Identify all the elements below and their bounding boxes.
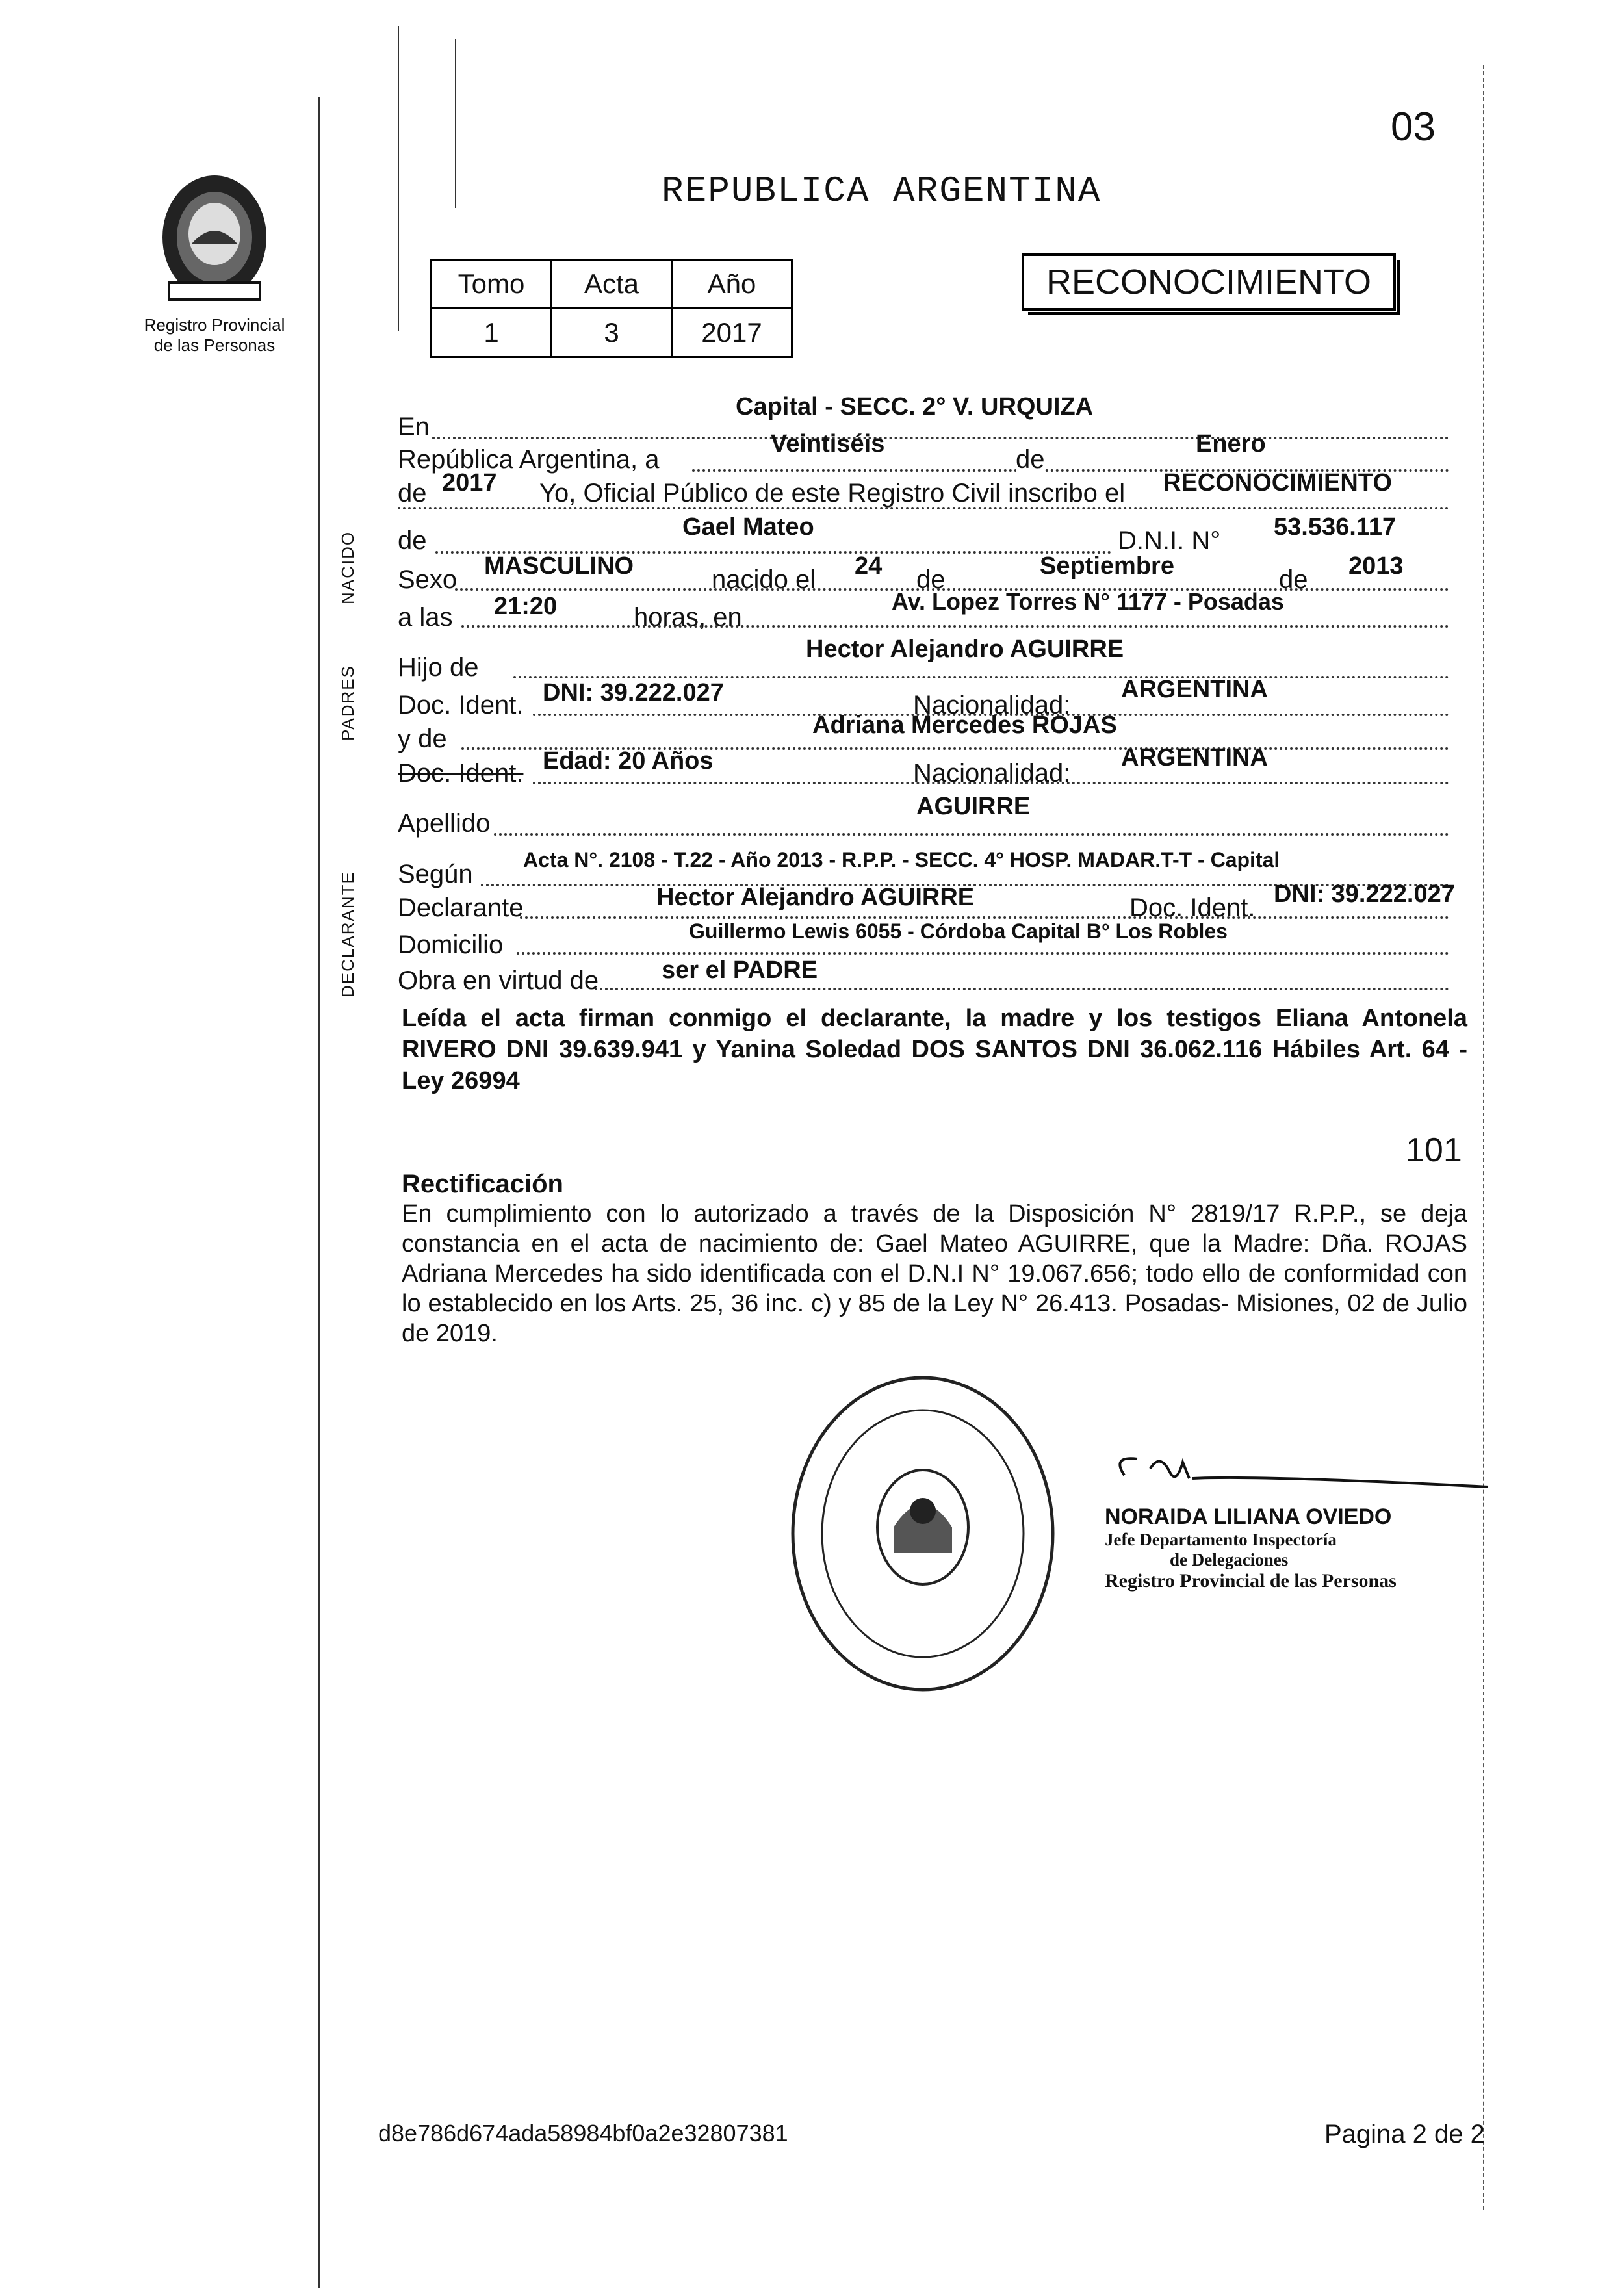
- anio-value: 2017: [672, 309, 792, 357]
- nacido-label: nacido el: [712, 565, 816, 594]
- de3-label: de: [398, 526, 427, 555]
- dotted-line: [494, 833, 1449, 836]
- tomo-header: Tomo: [432, 260, 552, 309]
- leida-paragraph: Leída el acta firman conmigo el declarante, la madre y los testigos Eliana Antonela RIVERO DNI 39.639.941 y Yanina Soledad DOS SANTOS DNI 36.062.116 Hábiles Art. 64 - Ley 26994: [402, 1005, 1467, 1094]
- dotted-line: [398, 507, 1449, 509]
- mes-value: Enero: [1196, 430, 1266, 458]
- alas-label: a las: [398, 603, 453, 632]
- left-margin-line: [318, 97, 320, 2288]
- province-emblem-icon: [143, 162, 286, 312]
- dotted-line: [432, 437, 1449, 439]
- footer-hash: d8e786d674ada58984bf0a2e32807381: [378, 2120, 788, 2146]
- act-type-box: RECONOCIMIENTO: [1022, 253, 1396, 311]
- anio-header: Año: [672, 260, 792, 309]
- top-scan-line-2: [455, 39, 456, 208]
- anio-nac-value: 2017: [442, 469, 497, 496]
- madre-nac: ARGENTINA: [1121, 744, 1268, 771]
- dni-value: 53.536.117: [1274, 513, 1397, 541]
- republica-label: República Argentina, a: [398, 445, 660, 474]
- domicilio-value: Guillermo Lewis 6055 - Córdoba Capital B° Los Robles: [689, 920, 1228, 943]
- logo-caption-2: de las Personas: [153, 335, 276, 355]
- dotted-line: [517, 952, 1449, 955]
- registry-table: [430, 259, 793, 358]
- padre-value: Hector Alejandro AGUIRRE: [806, 636, 1124, 663]
- de2-label: de: [398, 479, 427, 508]
- rectificacion-paragraph: En cumplimiento con lo autorizado a través de la Disposición N° 2819/17 R.P.P., se deja constancia en el acta de nacimiento de: Gael Mateo AGUIRRE, que la Madre: Dña. ROJAS Adriana Mercedes ha sido identificada con el D.N.I N° 19.067.656; todo ello de conformidad con lo establecido en los Arts. 25, 36 inc. c) y 85 de la Ley N° 26.413. Posadas- Misiones, 02 de Julio de 2019.: [402, 1200, 1467, 1347]
- signer-name: NORAIDA LILIANA OVIEDO: [1105, 1504, 1392, 1529]
- acta-header: Acta: [552, 260, 672, 309]
- nombre-value: Gael Mateo: [682, 513, 814, 541]
- domicilio-label: Domicilio: [398, 931, 504, 959]
- dni-label: D.N.I. N°: [1118, 526, 1221, 555]
- horas-label: horas, en: [634, 603, 742, 632]
- side-label-declarante: DECLARANTE: [338, 871, 357, 998]
- segun-value: Acta N°. 2108 - T.22 - Año 2013 - R.P.P. - SECC. 4° HOSP. MADAR.T-T - Capital: [523, 848, 1280, 871]
- en-label: En: [398, 413, 430, 441]
- de5-label: de: [1279, 565, 1308, 594]
- dotted-line: [533, 782, 1449, 784]
- signature-block: [1098, 1449, 1501, 1592]
- nac2-label: Nacionalidad:: [913, 759, 1071, 788]
- madre-value: Adriana Mercedes ROJAS: [812, 712, 1117, 739]
- padre-nac: ARGENTINA: [1121, 676, 1268, 703]
- right-margin-line: [1483, 65, 1484, 2210]
- obra-value: ser el PADRE: [662, 957, 818, 984]
- yde-label: y de: [398, 725, 447, 753]
- madre-doc: Edad: 20 Años: [543, 747, 714, 775]
- apellido-label: Apellido: [398, 809, 491, 838]
- nac-label: Nacionalidad:: [913, 691, 1071, 719]
- doc3-label: Doc. Ident.: [1129, 894, 1256, 922]
- doc-label: Doc. Ident.: [398, 691, 524, 719]
- logo-caption-1: Registro Provincial: [144, 315, 285, 335]
- inscribo-value: RECONOCIMIENTO: [1163, 469, 1392, 496]
- sexo-value: MASCULINO: [484, 552, 634, 580]
- rectificacion-title: Rectificación: [402, 1170, 563, 1198]
- signer-dept: de Delegaciones: [1170, 1550, 1289, 1569]
- signature-scribble-icon: [1098, 1449, 1501, 1501]
- top-scan-line: [398, 26, 399, 331]
- dotted-line: [513, 676, 1449, 678]
- de-label: de: [1016, 445, 1045, 474]
- document-title: REPUBLICA ARGENTINA: [662, 170, 1102, 212]
- official-seal: [786, 1371, 1059, 1699]
- dotted-line: [461, 625, 1449, 628]
- nac-mes: Septiembre: [1040, 552, 1174, 580]
- hora-value: 21:20: [494, 593, 558, 620]
- dotted-line: [520, 916, 1449, 919]
- en-value: Capital - SECC. 2° V. URQUIZA: [736, 393, 1094, 420]
- de4-label: de: [916, 565, 946, 594]
- nac-dia: 24: [855, 552, 883, 580]
- nac-anio: 2013: [1348, 552, 1404, 580]
- tomo-value: 1: [432, 309, 552, 357]
- doc2-label: Doc. Ident.: [398, 759, 524, 788]
- obra-label: Obra en virtud de: [398, 966, 599, 995]
- seal-stamp-icon: [786, 1371, 1059, 1696]
- sexo-label: Sexo: [398, 565, 458, 594]
- padre-doc: DNI: 39.222.027: [543, 679, 724, 706]
- declarante-doc: DNI: 39.222.027: [1274, 881, 1455, 908]
- dotted-line: [595, 988, 1449, 990]
- declarante-label: Declarante: [398, 894, 524, 922]
- footer-page: Pagina 2 de 2: [1324, 2120, 1485, 2148]
- apellido-value: AGUIRRE: [916, 793, 1031, 820]
- page-mark: 101: [1406, 1131, 1462, 1169]
- signer-title: Jefe Departamento Inspectoría: [1105, 1530, 1337, 1549]
- segun-label: Según: [398, 860, 473, 888]
- side-label-padres: PADRES: [338, 665, 357, 741]
- lugar-value: Av. Lopez Torres N° 1177 - Posadas: [892, 588, 1284, 615]
- registry-logo: [143, 162, 286, 355]
- signer-registry: Registro Provincial de las Personas: [1105, 1570, 1397, 1592]
- side-label-nacido: NACIDO: [338, 530, 357, 604]
- yo-text: Yo, Oficial Público de este Registro Civil inscribo el: [539, 479, 1126, 508]
- acta-value: 3: [552, 309, 672, 357]
- declarante-value: Hector Alejandro AGUIRRE: [656, 884, 975, 911]
- page-number: 03: [1391, 105, 1436, 149]
- dia-value: Veintiséis: [771, 430, 885, 458]
- hijo-label: Hijo de: [398, 653, 479, 682]
